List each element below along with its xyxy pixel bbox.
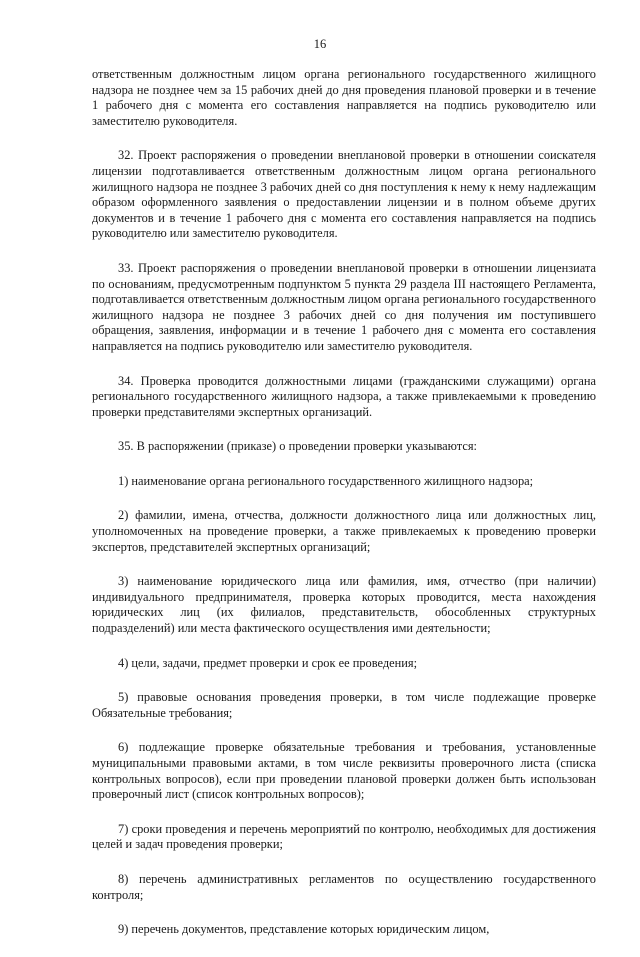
list-item-1: 1) наименование органа регионального государственного жилищного надзора; <box>118 473 534 488</box>
list-item-8: 8) перечень административных регламентов по осуществлению государственного контроля; <box>92 871 596 902</box>
list-item-7: 7) сроки проведения и перечень мероприятий по контролю, необходимых для достижения целей и задач проведения проверки; <box>92 821 596 852</box>
document-body <box>92 67 596 957</box>
list-item-4: 4) цели, задачи, предмет проверки и срок ее проведения; <box>118 655 418 670</box>
list-item-2: 2) фамилии, имена, отчества, должности должностного лица или должностных лиц, уполномоченных на проведение проверки, а также привлекаемых к проведению проверки экспертов, представителей экспертных организаций; <box>92 508 596 554</box>
paragraph-32: 32. Проект распоряжения о проведении внеплановой проверки в отношении соискателя лицензии подготавливается ответственным должностным лицом органа регионального жилищного надзора не позднее 3 рабочих дней со дня поступления к нему к нему надлежащим образом оформленного заявления о предоставлении лицензии и в полном объеме других документов и в течение 1 рабочего дня с момента его составления направляется на подпись руководителю или заместителю руководителя. <box>92 148 597 241</box>
list-item-6: 6) подлежащие проверке обязательные требования и требования, установленные муниципальными правовыми актами, в том числе реквизиты проверочного листа (списка контрольных вопросов), если при проведении плановой проверки должен быть использован проверочный лист (список контрольных вопросов); <box>92 740 596 802</box>
paragraph-continuation: ответственным должностным лицом органа регионального государственного жилищного надзора не позднее чем за 15 рабочих дней до дня проведения плановой проверки и в течение 1 рабочего дня с момента его составления направляется на подпись руководителю или заместителю руководителя. <box>92 67 596 128</box>
paragraph-35: 35. В распоряжении (приказе) о проведении проверки указываются: <box>118 439 477 454</box>
list-item-5: 5) правовые основания проведения проверки, в том числе подлежащие проверке Обязательные требования; <box>92 690 596 720</box>
list-item-9: 9) перечень документов, представление которых юридическим лицом, <box>118 922 490 937</box>
paragraph-33: 33. Проект распоряжения о проведении внеплановой проверки в отношении лицензиата по основаниям, предусмотренным подпунктом 5 пункта 29 раздела III настоящего Регламента, подготавливается ответственным должностным лицом органа регионального государственного жилищного надзора не позднее 3 рабочих дней со дня получения им поступившего обращения, заявления, информации и в течение 1 рабочего дня с момента его составления направляется на подпись руководителю или заместителю руководителя. <box>92 260 596 353</box>
list-item-3: 3) наименование юридического лица или фамилия, имя, отчество (при наличии) индивидуального предпринимателя, проверка которых проводится, места нахождения юридических лиц (их филиалов, представительств, обособленных структурных подразделений) или места фактического осуществления ими деятельности; <box>92 574 596 636</box>
page-number: 16 <box>313 37 327 51</box>
paragraph-34: 34. Проверка проводится должностными лицами (гражданскими служащими) органа регионального государственного жилищного надзора, а также привлекаемыми к проведению проверки представителями экспертных организаций. <box>92 373 596 419</box>
